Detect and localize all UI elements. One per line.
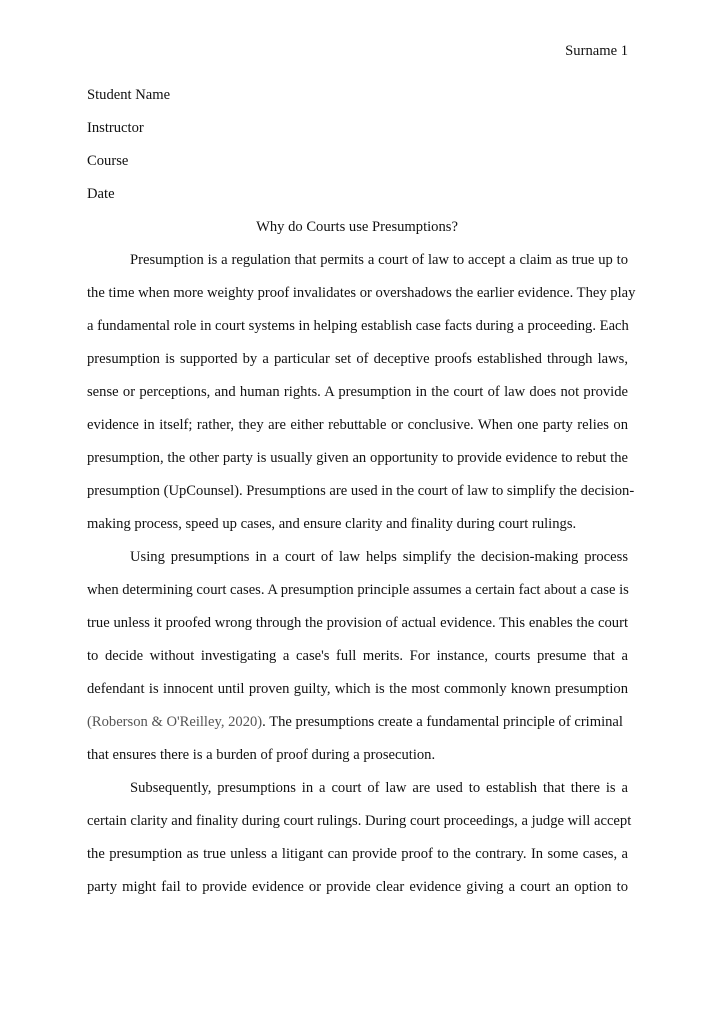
course-name: Course [87, 153, 129, 169]
paragraph-line: to decide without investigating a case's full merits. For instance, courts presume that a [87, 648, 628, 664]
paragraph-line: true unless it proofed wrong through the provision of actual evidence. This enables the court [87, 615, 628, 631]
paragraph-line: a fundamental role in court systems in helping establish case facts during a proceeding. Each [87, 318, 629, 334]
paragraph-line: evidence in itself; rather, they are either rebuttable or conclusive. When one party relies on [87, 417, 628, 433]
date: Date [87, 186, 115, 202]
paragraph-line: making process, speed up cases, and ensure clarity and finality during court rulings. [87, 516, 577, 532]
instructor-name: Instructor [87, 120, 144, 136]
paragraph-line: party might fail to provide evidence or provide clear evidence giving a court an option to [87, 879, 628, 895]
paragraph-line: presumption is supported by a particular set of deceptive proofs established through laws, [87, 351, 628, 367]
paragraph-line: the presumption as true unless a litigant can provide proof to the contrary. In some cases, a [87, 846, 628, 862]
paragraph-line: presumption, the other party is usually given an opportunity to provide evidence to rebut the [87, 450, 628, 466]
student-name: Student Name [87, 87, 171, 103]
essay-title: Why do Courts use Presumptions? [256, 219, 458, 235]
paragraph-line: sense or perceptions, and human rights. A presumption in the court of law does not provide [87, 384, 628, 400]
citation-tail-text: . The presumptions create a fundamental principle of criminal [262, 714, 623, 730]
paragraph-line: that ensures there is a burden of proof during a prosecution. [87, 747, 436, 763]
paragraph-line: defendant is innocent until proven guilty, which is the most commonly known presumption [87, 681, 628, 697]
paragraph-line: Using presumptions in a court of law helps simplify the decision-making process [130, 549, 628, 565]
paragraph-line: when determining court cases. A presumption principle assumes a certain fact about a case is [87, 582, 629, 598]
paragraph-line: Subsequently, presumptions in a court of law are used to establish that there is a [130, 780, 628, 796]
paragraph-line: certain clarity and finality during court rulings. During court proceedings, a judge will accept [87, 813, 632, 829]
paragraph-line: Presumption is a regulation that permits a court of law to accept a claim as true up to [130, 252, 628, 268]
running-header: Surname 1 [565, 43, 628, 59]
paragraph-line-with-citation [87, 713, 628, 731]
in-text-citation: (Roberson & O'Reilley, 2020) [87, 714, 263, 730]
paragraph-line: the time when more weighty proof invalidates or overshadows the earlier evidence. They play [87, 285, 636, 301]
paragraph-line: presumption (UpCounsel). Presumptions are used in the court of law to simplify the decision- [87, 483, 635, 499]
